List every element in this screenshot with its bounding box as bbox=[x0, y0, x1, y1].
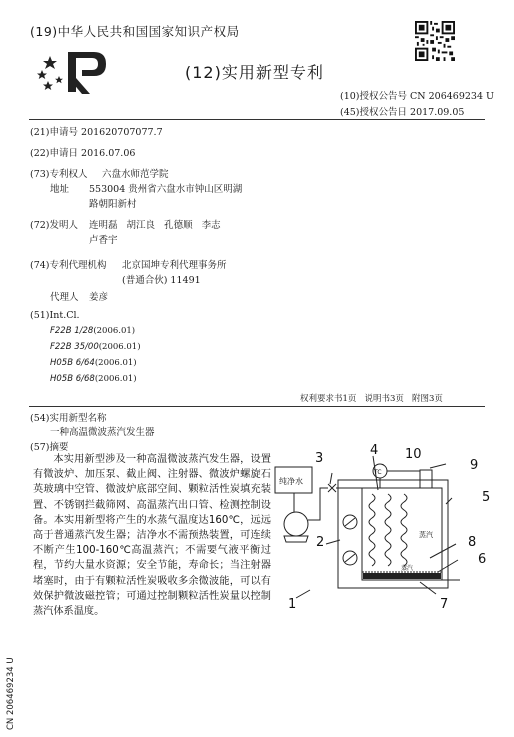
callout-10: 10 bbox=[405, 447, 422, 462]
utility-model-title: 一种高温微波蒸汽发生器 bbox=[50, 427, 155, 438]
callout-1: 1 bbox=[288, 597, 297, 612]
carbon-layer bbox=[363, 573, 441, 579]
header-rule bbox=[29, 119, 485, 120]
ipc-year: (2006.01) bbox=[93, 326, 136, 336]
issuing-authority: (19)中华人民共和国国家知识产权局 bbox=[30, 24, 240, 39]
thermocouple-label: TC bbox=[374, 469, 382, 476]
ipc-entry bbox=[50, 326, 135, 336]
agency-line-1: 北京国坤专利代理事务所 bbox=[122, 260, 227, 271]
outlet-pipe bbox=[420, 470, 432, 488]
ipc-code: H05B 6/68 bbox=[50, 374, 95, 384]
pump bbox=[284, 512, 308, 536]
callout-7: 7 bbox=[440, 597, 449, 612]
inventors-line-2: 卢香宇 bbox=[89, 235, 118, 246]
section-rule bbox=[29, 406, 485, 407]
valve bbox=[328, 484, 336, 492]
ipc-year: (2006.01) bbox=[94, 374, 137, 384]
side-publication-id: CN 206469234 U bbox=[6, 657, 16, 730]
agent-label: 代理人 bbox=[50, 292, 79, 303]
inventors-line-1: 连明磊 胡江良 孔德顺 李志 bbox=[89, 220, 221, 231]
title-label: (54)实用新型名称 bbox=[30, 413, 107, 424]
inventor-label: (72)发明人 bbox=[30, 220, 79, 231]
quartz-coil bbox=[385, 494, 391, 566]
abstract-label: (57)摘要 bbox=[30, 442, 69, 453]
publication-date: (45)授权公告日 2017.09.05 bbox=[340, 107, 465, 118]
steam-generator-figure bbox=[270, 440, 506, 620]
steam-label: 蒸汽 bbox=[401, 565, 414, 572]
address-line-1: 553004 贵州省六盘水市钟山区明湖 bbox=[89, 184, 243, 195]
water-tank-label: 纯净水 bbox=[279, 477, 303, 486]
ipc-entry bbox=[50, 358, 137, 368]
callout-9: 9 bbox=[470, 458, 479, 473]
ipc-year: (2006.01) bbox=[98, 342, 141, 352]
ipc-entry bbox=[50, 342, 141, 352]
agency-line-2: (普通合伙) 11491 bbox=[122, 275, 201, 286]
address-label: 地址 bbox=[50, 184, 70, 195]
application-number: (21)申请号 201620707077.7 bbox=[30, 127, 163, 138]
filing-date: (22)申请日 2016.07.06 bbox=[30, 148, 136, 159]
publication-number: (10)授权公告号 CN 206469234 U bbox=[340, 91, 495, 102]
callout-6: 6 bbox=[478, 552, 487, 567]
qr-code bbox=[415, 21, 455, 61]
ipc-code: H05B 6/64 bbox=[50, 358, 95, 368]
ipc-label: (51)Int.Cl. bbox=[30, 310, 80, 321]
callout-2: 2 bbox=[316, 535, 325, 550]
callout-5: 5 bbox=[482, 490, 491, 505]
sipo-emblem-logo bbox=[32, 48, 114, 98]
address-line-2: 路朝阳新村 bbox=[89, 199, 137, 210]
patentee-label: (73)专利权人 bbox=[30, 169, 88, 180]
ipc-code: F22B 1/28 bbox=[50, 326, 94, 336]
page-counts: 权利要求书1页 说明书3页 附图3页 bbox=[300, 394, 443, 404]
agent-name: 姜彦 bbox=[89, 292, 109, 303]
callout-3: 3 bbox=[315, 451, 324, 466]
callout-4: 4 bbox=[370, 443, 379, 458]
ipc-year: (2006.01) bbox=[94, 358, 137, 368]
patentee: 六盘水师范学院 bbox=[102, 169, 169, 180]
quartz-coil bbox=[369, 494, 375, 566]
agency-label: (74)专利代理机构 bbox=[30, 260, 107, 271]
abstract-text: 本实用新型涉及一种高温微波蒸汽发生器，设置有微波炉、加压泵、截止阀、注射器、微波炉螺旋石英玻璃中空管、微波炉底部空间、颗粒活性炭填充装置、不锈钢拦截筛网、高温蒸汽出口管、检测控制设备。本实用新型将产生的水蒸气温度达160℃，远远高于普通蒸汽发生器；洁净水不需预热装置，可连续不断产生100-160℃高温蒸汽；不需要气液平衡过程，节约大量水资源；安全节能，寿命长；当注射器堵塞时，由于有颗粒活性炭吸收多余微波能，可以有效保护微波磁控管；可通过控制颗粒活性炭量以控制蒸汽体系温度。 bbox=[33, 454, 271, 618]
callout-8: 8 bbox=[468, 535, 477, 550]
ipc-code: F22B 35/00 bbox=[50, 342, 99, 352]
quartz-coil bbox=[401, 494, 407, 566]
document-type: (12)实用新型专利 bbox=[185, 63, 324, 82]
ipc-entry bbox=[50, 374, 137, 384]
steam-label: 蒸汽 bbox=[419, 531, 433, 539]
